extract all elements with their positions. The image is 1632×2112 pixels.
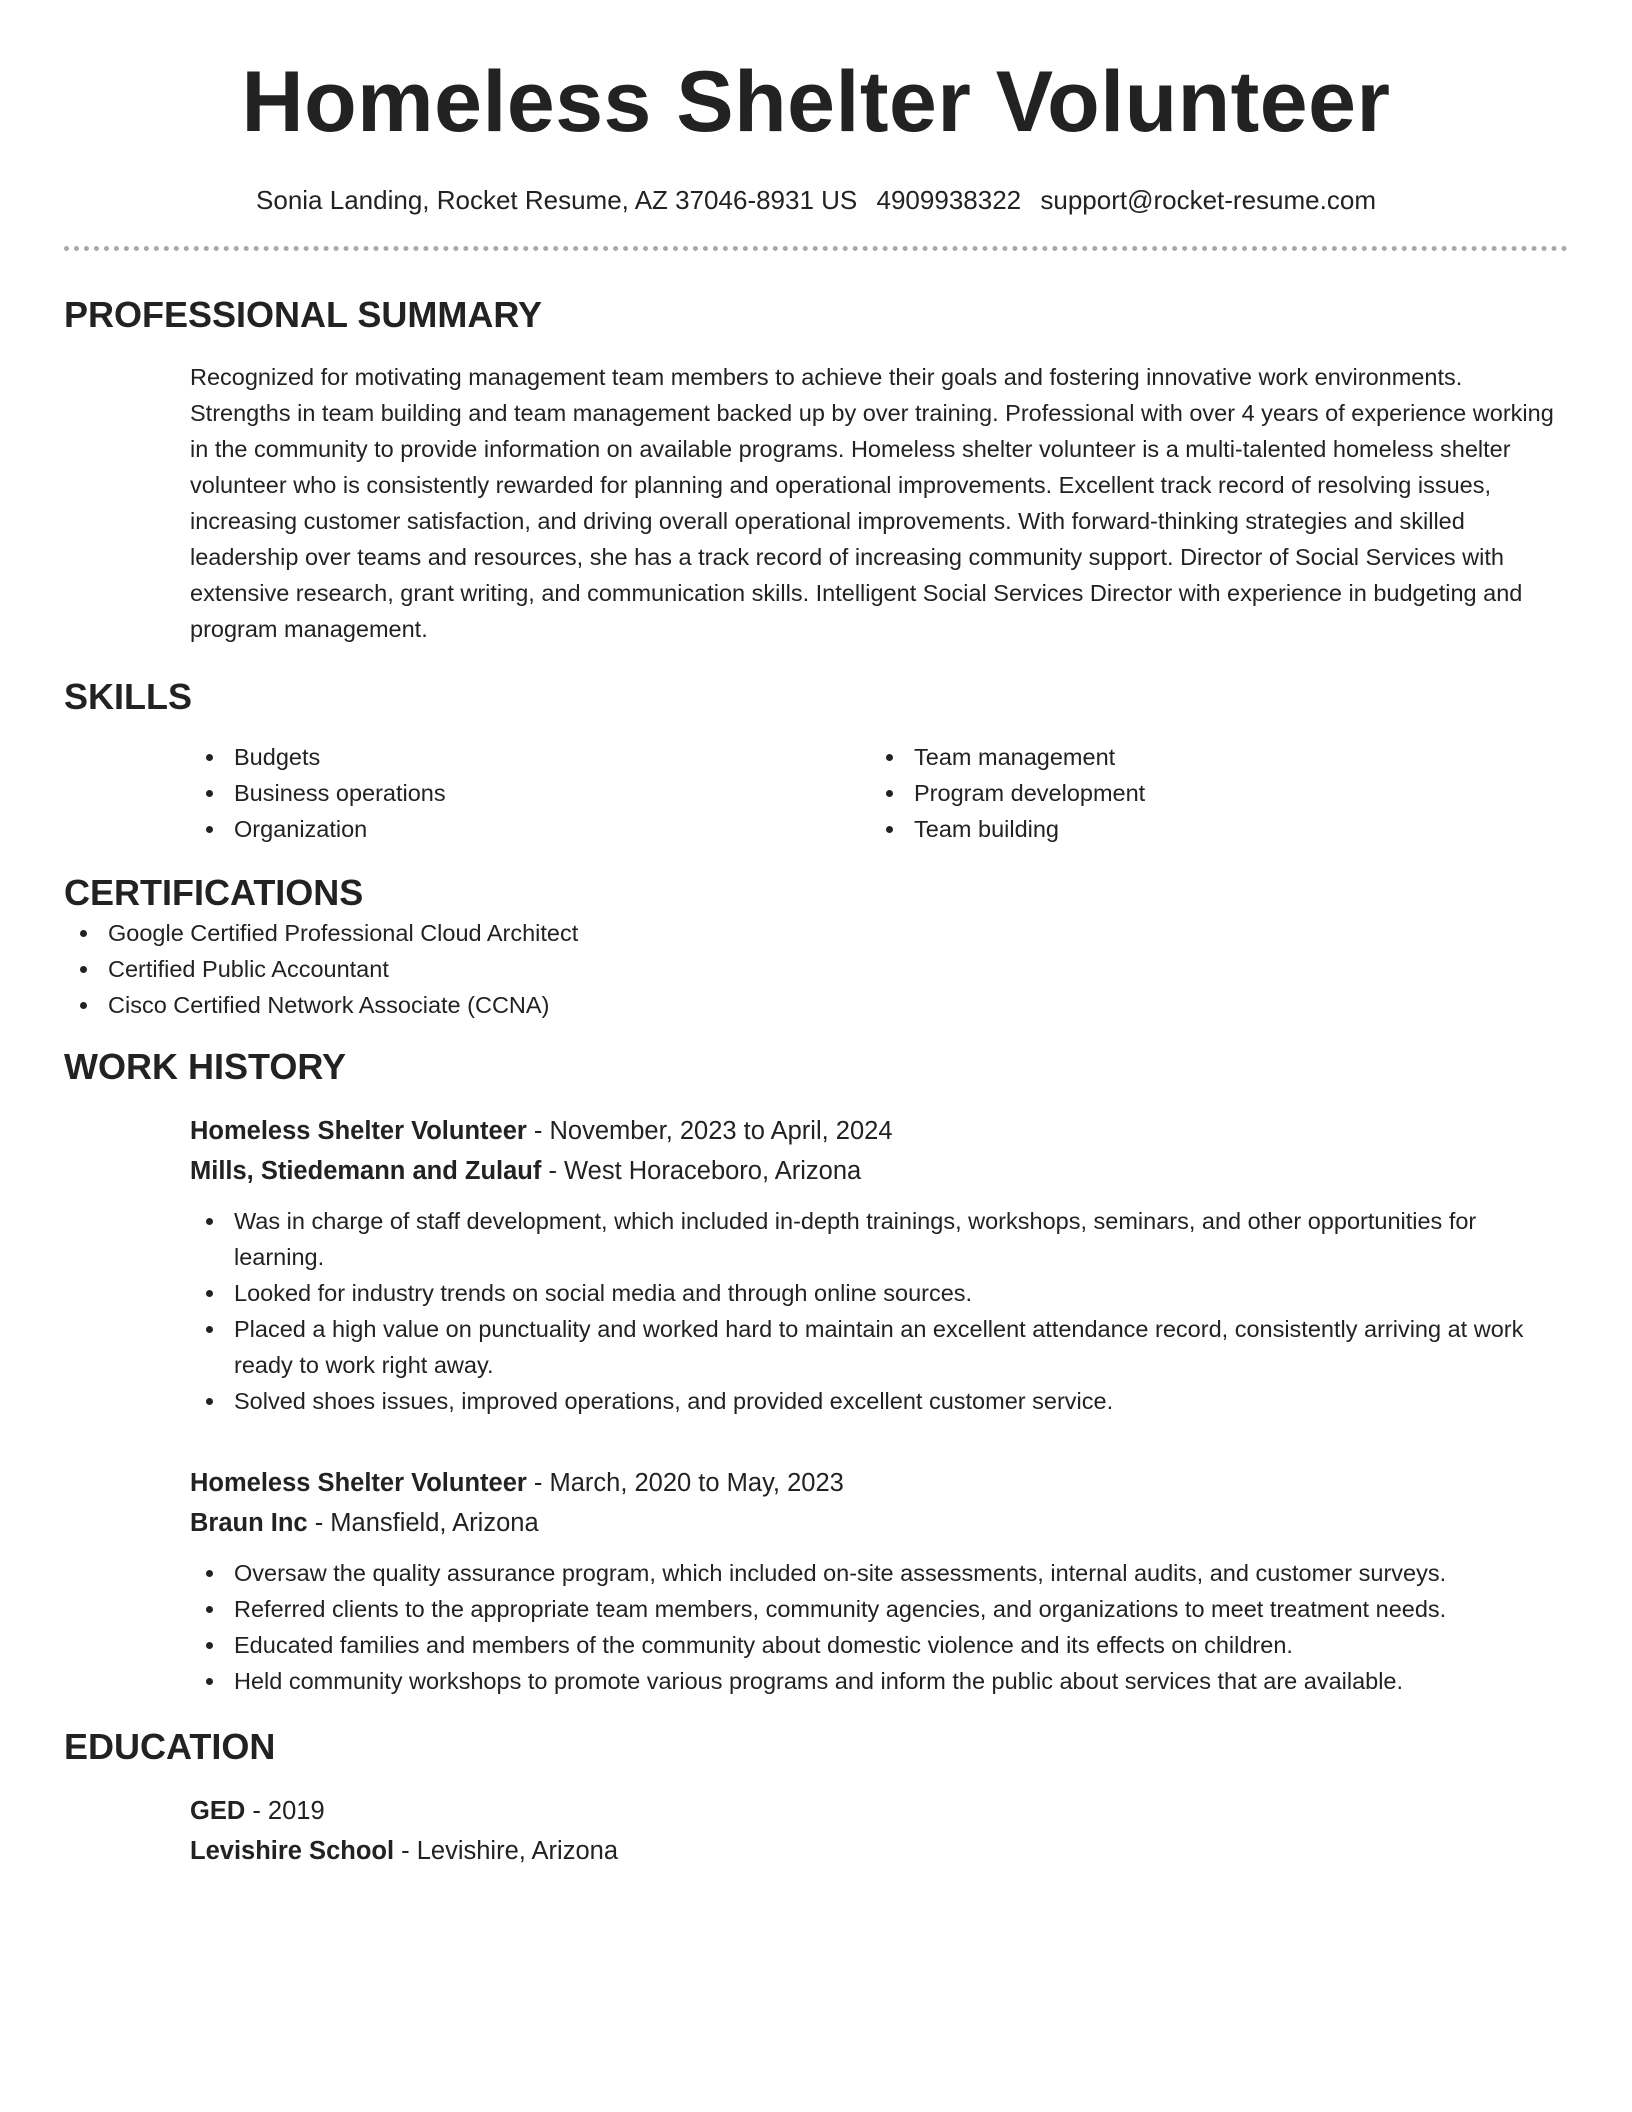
education-degree-line	[190, 1791, 1568, 1831]
skills-column-right	[870, 739, 1550, 847]
skill-item: Team building	[870, 811, 1550, 847]
certification-item: Cisco Certified Network Associate (CCNA)	[64, 987, 1568, 1023]
skill-item: Team management	[870, 739, 1550, 775]
education-location: - Levishire, Arizona	[394, 1837, 618, 1865]
job-role: Homeless Shelter Volunteer	[190, 1469, 527, 1497]
skill-item: Business operations	[190, 775, 870, 811]
job-duty: Solved shoes issues, improved operations, and provided excellent customer service.	[190, 1383, 1568, 1419]
skill-item: Organization	[190, 811, 870, 847]
job-title-line	[190, 1463, 1568, 1503]
job-company-line	[190, 1503, 1568, 1543]
skill-item: Budgets	[190, 739, 870, 775]
summary-text: Recognized for motivating management team members to achieve their goals and fostering innovative work environments. Strengths in team building and team management backed up by over training. Professional with over 4 years of experience working in the community to provide information on available programs. Homeless shelter volunteer is a multi-talented homeless shelter volunteer who is consistently rewarded for planning and operational improvements. Excellent track record of resolving issues, increasing customer satisfaction, and driving overall operational improvements. With forward-thinking strategies and skilled leadership over teams and resources, she has a track record of increasing community support. Director of Social Services with extensive research, grant writing, and communication skills. Intelligent Social Services Director with experience in budgeting and program management.	[190, 364, 1554, 642]
education-entry	[64, 1791, 1568, 1871]
summary-heading: PROFESSIONAL SUMMARY	[64, 294, 543, 335]
education-school: Levishire School	[190, 1837, 395, 1865]
job-title-line	[190, 1111, 1568, 1151]
job-duties	[190, 1203, 1568, 1419]
job-location: - Mansfield, Arizona	[307, 1509, 539, 1537]
contact-address: Sonia Landing, Rocket Resume, AZ 37046-8931 US	[256, 185, 858, 215]
job-duty: Educated families and members of the community about domestic violence and its effects on children.	[190, 1627, 1568, 1663]
contact-phone: 4909938322	[876, 185, 1022, 215]
education-degree: GED	[190, 1797, 246, 1825]
job-duty: Was in charge of staff development, which included in-depth trainings, workshops, seminars, and other opportunities for learning.	[190, 1203, 1568, 1275]
job-dates: - March, 2020 to May, 2023	[526, 1469, 844, 1497]
work-history-heading: WORK HISTORY	[64, 1046, 347, 1087]
job-role: Homeless Shelter Volunteer	[190, 1117, 527, 1145]
education-school-line	[190, 1831, 1568, 1871]
certification-item: Google Certified Professional Cloud Architect	[64, 915, 1568, 951]
job-entry	[64, 1111, 1568, 1419]
education-heading: EDUCATION	[64, 1726, 276, 1767]
job-dates: - November, 2023 to April, 2024	[526, 1117, 893, 1145]
certifications-heading: CERTIFICATIONS	[64, 872, 364, 913]
job-duty: Referred clients to the appropriate team members, community agencies, and organizations to meet treatment needs.	[190, 1591, 1568, 1627]
skill-item: Program development	[870, 775, 1550, 811]
skills-heading: SKILLS	[64, 676, 193, 717]
job-duty: Placed a high value on punctuality and worked hard to maintain an excellent attendance record, consistently arriving at work ready to work right away.	[190, 1311, 1568, 1383]
job-company: Braun Inc	[190, 1509, 308, 1537]
job-location: - West Horaceboro, Arizona	[541, 1157, 862, 1185]
contact-email: support@rocket-resume.com	[1040, 185, 1376, 215]
job-duty: Oversaw the quality assurance program, which included on-site assessments, internal audits, and customer surveys.	[190, 1555, 1568, 1591]
job-company-line	[190, 1151, 1568, 1191]
skills-list	[64, 739, 1568, 847]
job-duty: Looked for industry trends on social media and through online sources.	[190, 1275, 1568, 1311]
certifications-list	[64, 915, 1568, 1023]
certification-item: Certified Public Accountant	[64, 951, 1568, 987]
contact-line	[64, 182, 1568, 218]
header-divider	[64, 246, 1568, 251]
job-company: Mills, Stiedemann and Zulauf	[190, 1157, 542, 1185]
candidate-name: Homeless Shelter Volunteer	[241, 54, 1391, 150]
job-entry	[64, 1463, 1568, 1699]
job-duty: Held community workshops to promote various programs and inform the public about services that are available.	[190, 1663, 1568, 1699]
skills-column-left	[190, 739, 870, 847]
job-duties	[190, 1555, 1568, 1699]
education-year: - 2019	[245, 1797, 325, 1825]
